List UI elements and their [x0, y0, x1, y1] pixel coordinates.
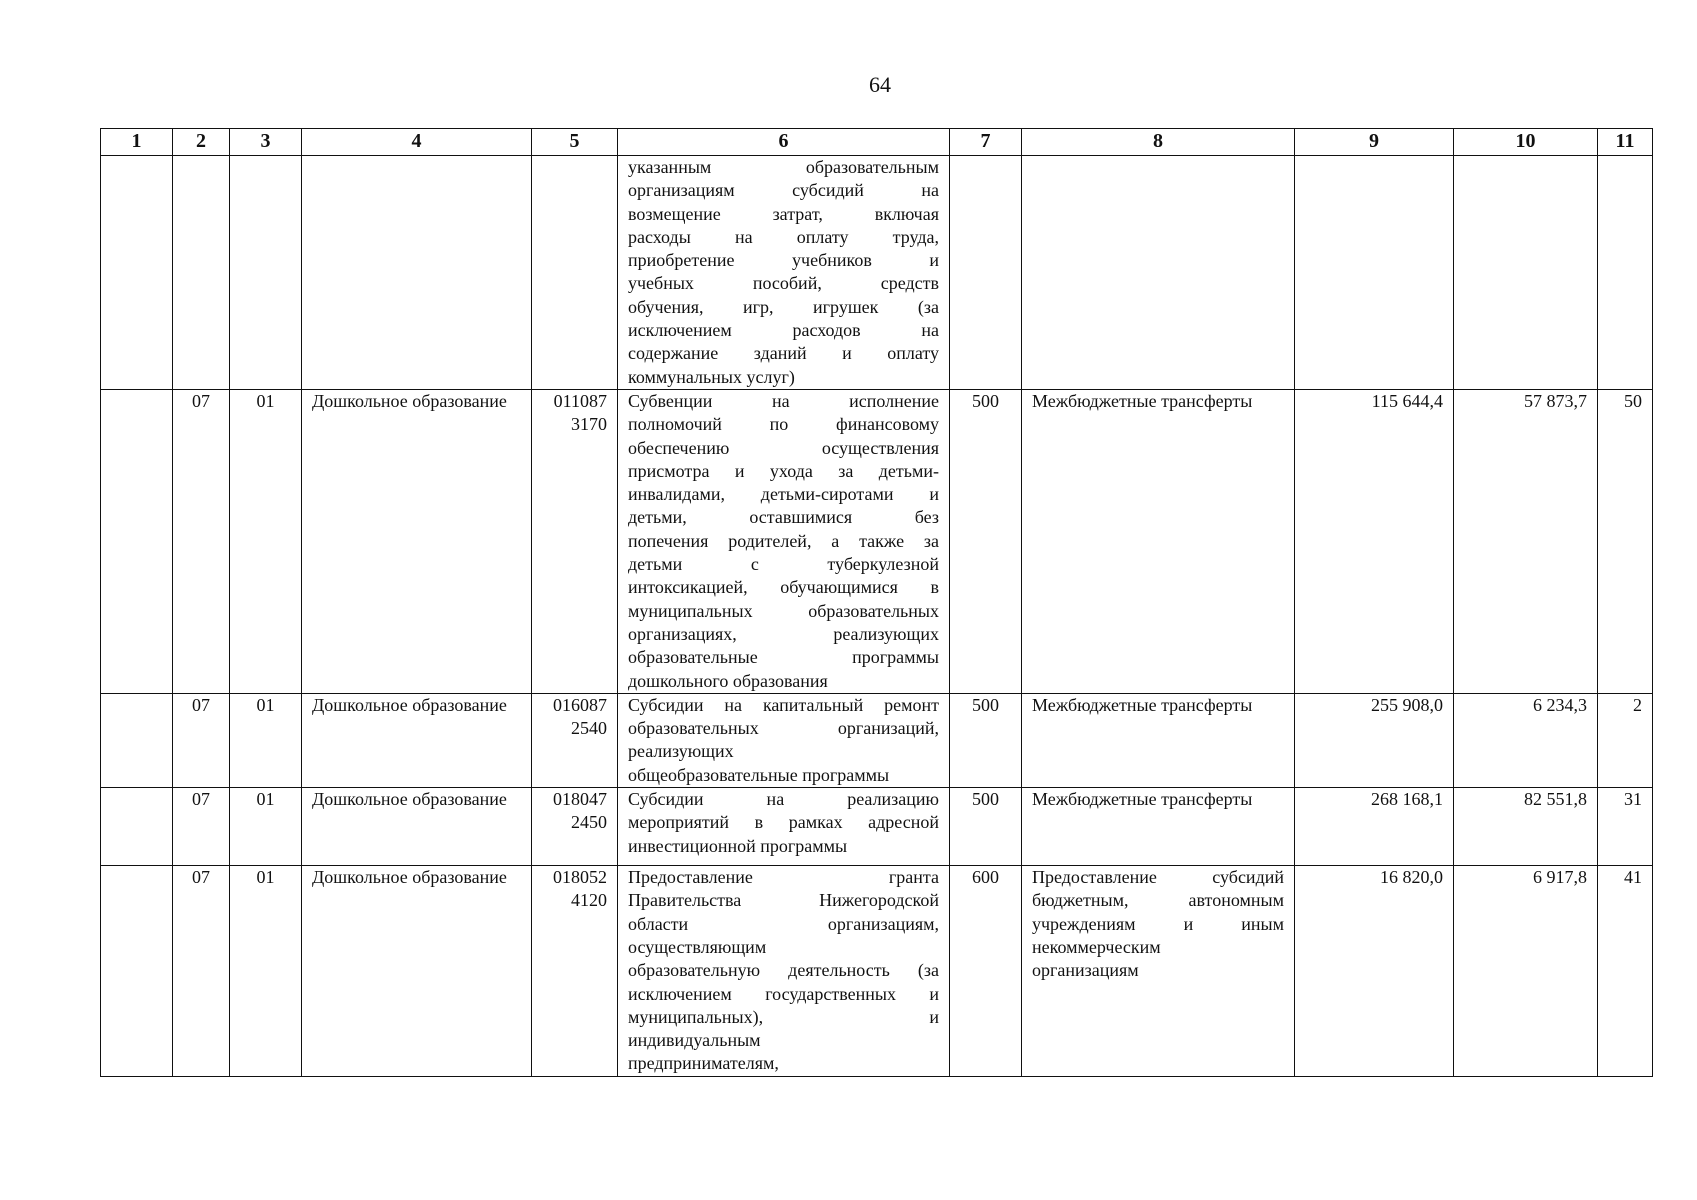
column-header-9: 9 [1295, 129, 1454, 156]
cell-col7-type-code: 500 [950, 788, 1022, 866]
description-line: детьми, оставшимися без [628, 507, 939, 528]
cell-col6-description [618, 866, 950, 1077]
description-line: обеспечению осуществления [628, 437, 939, 458]
cell-col8-type-name: Межбюджетные трансферты [1022, 788, 1295, 866]
cell-col1 [101, 788, 173, 866]
description-line: коммунальных услуг) [628, 366, 795, 387]
description-line: указанным образовательным [628, 157, 939, 177]
cell-col1 [101, 389, 173, 693]
table-row [101, 866, 1653, 1077]
cell-col5-code [532, 389, 618, 693]
header-row [101, 129, 1653, 156]
cell-col10-amount: 57 873,7 [1454, 389, 1598, 693]
cell-col4-name: Дошкольное образование [302, 693, 532, 787]
description-line: приобретение учебников и [628, 250, 939, 271]
cell-col9-amount: 255 908,0 [1295, 693, 1454, 787]
cell-col11-percent: 41 [1598, 866, 1653, 1077]
description-line: реализующих [628, 741, 734, 762]
description-line: общеобразовательные программы [628, 764, 890, 785]
column-header-2: 2 [173, 129, 230, 156]
cell-col11 [1598, 156, 1653, 390]
cell-col7-type-code: 500 [950, 693, 1022, 787]
cell-col6-description [618, 788, 950, 866]
cell-col6-description [618, 156, 950, 390]
cell-col5-code [532, 788, 618, 866]
cell-col8 [1022, 156, 1295, 390]
cell-col10-amount: 6 917,8 [1454, 866, 1598, 1077]
column-header-6: 6 [618, 129, 950, 156]
cell-col11-percent: 50 [1598, 389, 1653, 693]
type-name-line: учреждениям и иным [1032, 913, 1284, 934]
cell-col3-subsection: 01 [230, 389, 302, 693]
column-header-5: 5 [532, 129, 618, 156]
column-header-11: 11 [1598, 129, 1653, 156]
cell-col1 [101, 866, 173, 1077]
description-line: мероприятий в рамках адресной [628, 812, 939, 833]
description-line: Субвенции на исполнение [628, 390, 939, 411]
cell-col7-type-code: 600 [950, 866, 1022, 1077]
cell-col4-name: Дошкольное образование [302, 788, 532, 866]
code-line: 011087 [553, 390, 607, 411]
code-line: 018047 [553, 789, 607, 810]
cell-col5-code [532, 693, 618, 787]
cell-col3-subsection: 01 [230, 693, 302, 787]
description-line: обучения, игр, игрушек (за [628, 296, 939, 317]
code-line: 018052 [553, 867, 607, 888]
column-header-8: 8 [1022, 129, 1295, 156]
cell-col8-type-name [1022, 866, 1295, 1077]
column-header-1: 1 [101, 129, 173, 156]
cell-col8-type-name: Межбюджетные трансферты [1022, 693, 1295, 787]
description-line: образовательных организаций, [628, 718, 939, 739]
table-row [101, 156, 1653, 390]
cell-col9 [1295, 156, 1454, 390]
cell-col2-section: 07 [173, 693, 230, 787]
cell-col3-subsection: 01 [230, 788, 302, 866]
description-line: предпринимателям, [628, 1053, 779, 1074]
table-row [101, 788, 1653, 866]
description-line: инвестиционной программы [628, 835, 848, 856]
cell-col3-subsection: 01 [230, 866, 302, 1077]
description-line: дошкольного образования [628, 670, 828, 691]
cell-col6-description [618, 693, 950, 787]
description-line: инвалидами, детьми-сиротами и [628, 484, 939, 505]
description-line: организациям субсидий на [628, 180, 939, 201]
type-name-line: некоммерческим [1032, 936, 1161, 957]
cell-col2-section: 07 [173, 389, 230, 693]
table-row [101, 389, 1653, 693]
description-line: Субсидии на капитальный ремонт [628, 694, 939, 715]
description-line: исключением расходов на [628, 320, 939, 341]
code-line: 4120 [571, 890, 607, 911]
code-line: 3170 [571, 414, 607, 435]
cell-col2-section: 07 [173, 788, 230, 866]
description-line: детьми с туберкулезной [628, 554, 939, 575]
cell-col11-percent: 31 [1598, 788, 1653, 866]
description-line: осуществляющим [628, 936, 767, 957]
description-line: индивидуальным [628, 1030, 761, 1051]
cell-col1 [101, 156, 173, 390]
cell-col10 [1454, 156, 1598, 390]
type-name-line: организациям [1032, 960, 1139, 981]
type-name-line: Предоставление субсидий [1032, 867, 1284, 888]
description-line: Правительства Нижегородской [628, 890, 939, 911]
column-header-10: 10 [1454, 129, 1598, 156]
description-line: полномочий по финансовому [628, 414, 939, 435]
column-header-7: 7 [950, 129, 1022, 156]
description-line: муниципальных образовательных [628, 600, 939, 621]
description-line: образовательные программы [628, 647, 939, 668]
cell-col1 [101, 693, 173, 787]
page-number: 64 [869, 72, 891, 97]
description-line: муниципальных), и [628, 1006, 939, 1027]
description-line: организациях, реализующих [628, 623, 939, 644]
cell-col6-description [618, 389, 950, 693]
type-name-line: бюджетным, автономным [1032, 890, 1284, 911]
description-line: присмотра и ухода за детьми- [628, 460, 939, 481]
cell-col4 [302, 156, 532, 390]
cell-col9-amount: 268 168,1 [1295, 788, 1454, 866]
description-line: образовательную деятельность (за [628, 960, 939, 981]
cell-col10-amount: 82 551,8 [1454, 788, 1598, 866]
description-line: Субсидии на реализацию [628, 789, 939, 810]
description-line: исключением государственных и [628, 983, 939, 1004]
cell-col8-type-name: Межбюджетные трансферты [1022, 389, 1295, 693]
description-line: учебных пособий, средств [628, 273, 939, 294]
cell-col5-code [532, 866, 618, 1077]
table-row [101, 693, 1653, 787]
cell-col2-section: 07 [173, 866, 230, 1077]
cell-col7-type-code: 500 [950, 389, 1022, 693]
cell-col9-amount: 16 820,0 [1295, 866, 1454, 1077]
description-line: интоксикацией, обучающимися в [628, 577, 939, 598]
cell-col4-name: Дошкольное образование [302, 389, 532, 693]
cell-col9-amount: 115 644,4 [1295, 389, 1454, 693]
cell-col5 [532, 156, 618, 390]
code-line: 2540 [571, 718, 607, 739]
cell-col7 [950, 156, 1022, 390]
column-header-3: 3 [230, 129, 302, 156]
column-header-4: 4 [302, 129, 532, 156]
description-line: содержание зданий и оплату [628, 343, 939, 364]
cell-col4-name: Дошкольное образование [302, 866, 532, 1077]
cell-col3 [230, 156, 302, 390]
description-line: попечения родителей, а также за [628, 530, 939, 551]
cell-col10-amount: 6 234,3 [1454, 693, 1598, 787]
cell-col2 [173, 156, 230, 390]
description-line: расходы на оплату труда, [628, 226, 939, 247]
code-line: 016087 [553, 694, 607, 715]
description-line: области организациям, [628, 913, 939, 934]
cell-col11-percent: 2 [1598, 693, 1653, 787]
description-line: Предоставление гранта [628, 867, 939, 888]
budget-table [100, 128, 1653, 1077]
description-line: возмещение затрат, включая [628, 203, 939, 224]
code-line: 2450 [571, 812, 607, 833]
